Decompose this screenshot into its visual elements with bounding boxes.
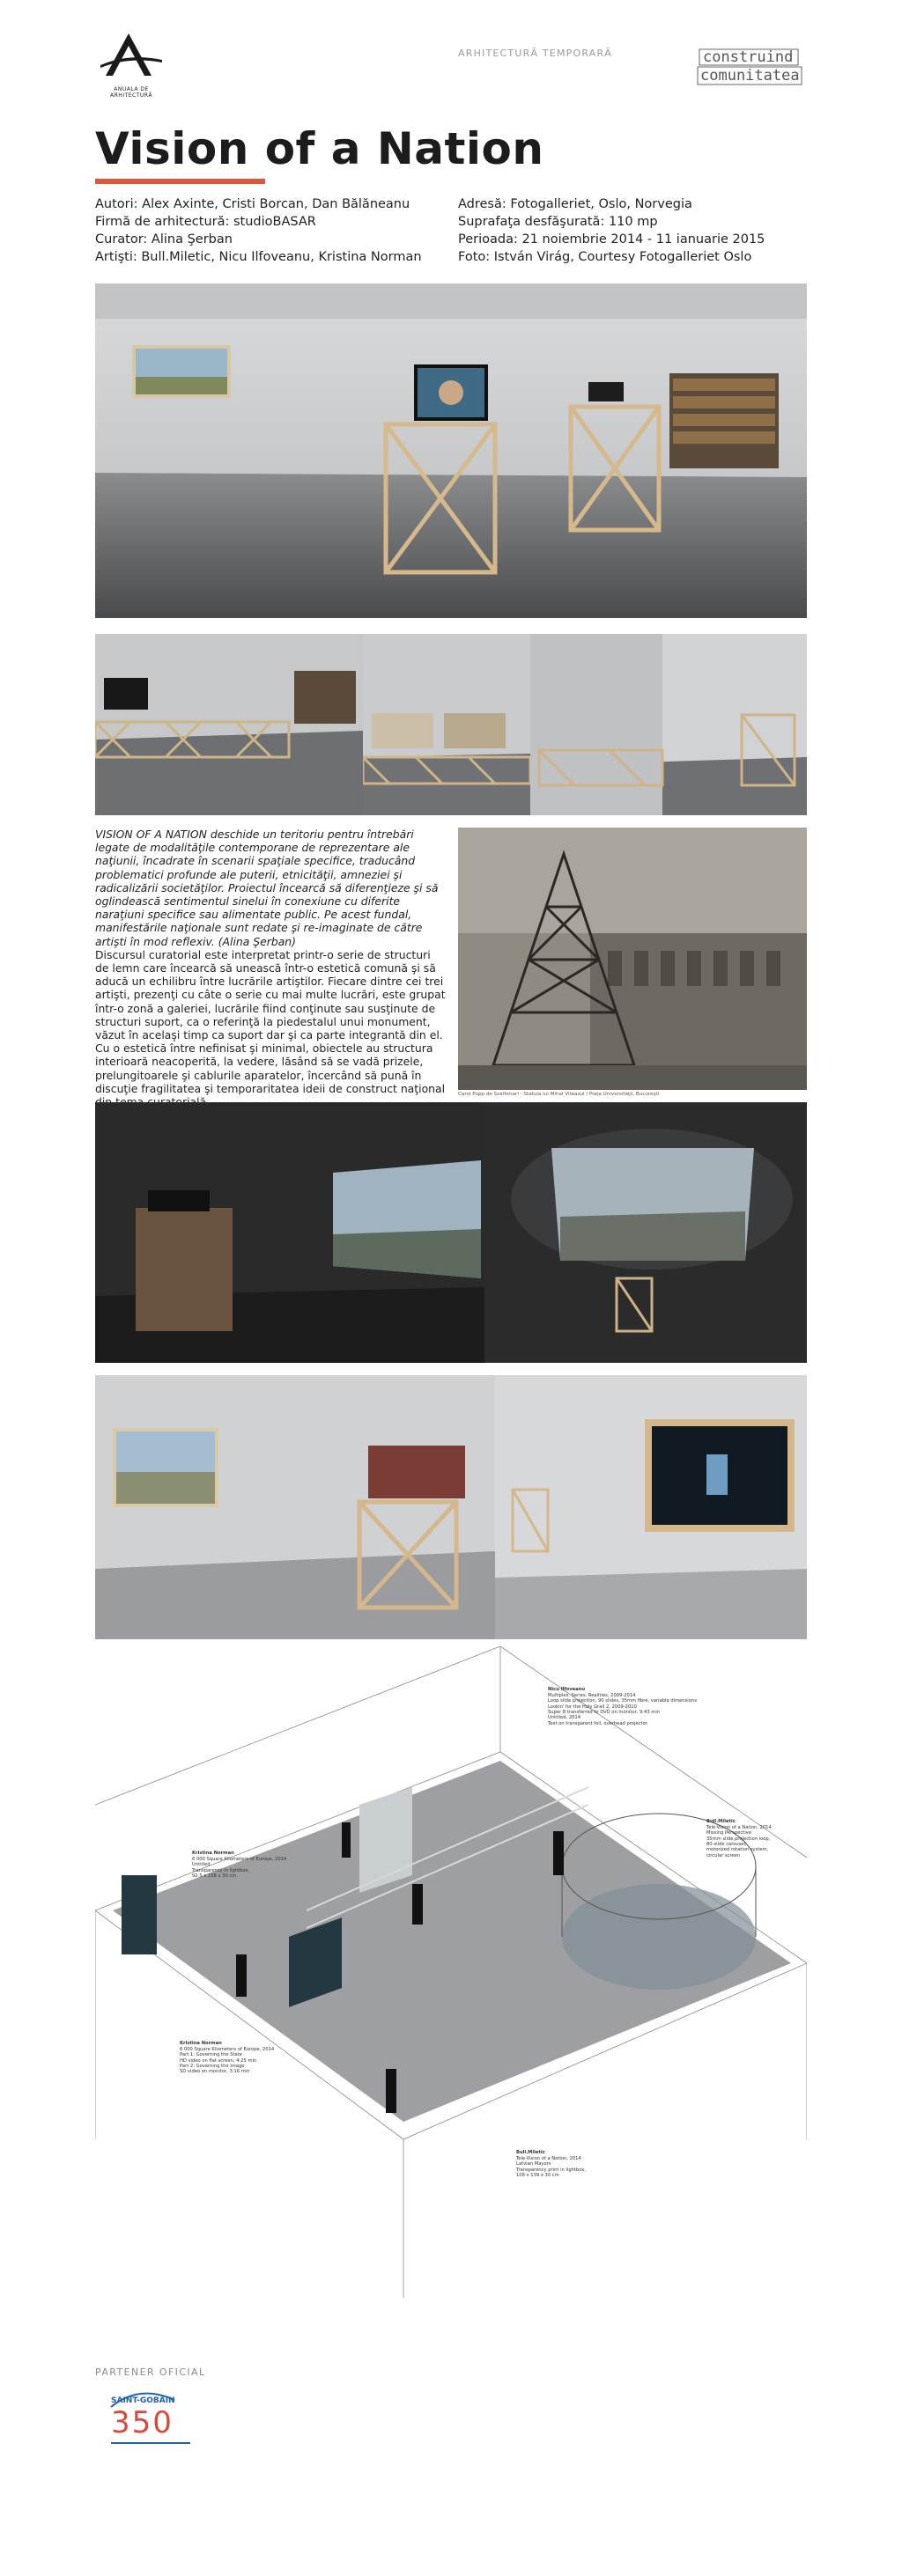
construind-comunitatea-logo	[696, 44, 807, 90]
photo-projection-right	[484, 1102, 807, 1363]
photo-archive-monument	[458, 828, 807, 1090]
archive-caption: Carol Popp de Szathmari - Statuia lui Mihai Viteazul / Piaţa Universităţii, Bucureşti	[458, 1092, 660, 1097]
photo-lightbox-right	[495, 1375, 807, 1639]
page-title: Vision of a Nation	[95, 123, 544, 174]
plan-note-nicu: Nicu Ilfoveanu Multiples. Series. Realities, 2009-2014 Loop slide projection, 90 slides, 35mm fibre, variable dimensions Lookin' for the Holy Grail 2, 2009-2010 Super 8 transferred to DVD on monitor, 9:43 min Untitled, 2014 Text on transparent foil, overhead projector	[548, 1687, 697, 1726]
credit-authors: Autori: Alex Axinte, Cristi Borcan, Dan Bălăneanu	[95, 197, 410, 211]
project-description	[95, 828, 447, 1108]
title-underline	[95, 179, 265, 184]
sponsor-underline	[111, 2442, 190, 2444]
credit-artists: Artişti: Bull.Miletic, Nicu Ilfoveanu, Kristina Norman	[95, 250, 422, 264]
sponsor-name: SAINT-GOBAIN	[111, 2396, 175, 2405]
logo-line1: construind	[703, 48, 794, 66]
plan-note-kristina-top: Kristina Norman 6 000 Square Kilometers of Europe, 2014 Untitled Transparency in lightbox, 92.5 x 158 x 30 cm	[192, 1851, 287, 1880]
logo-line2: comunitatea	[700, 67, 800, 85]
sponsor-number: 350	[111, 2405, 174, 2440]
partner-label: PARTENER OFICIAL	[95, 2366, 206, 2378]
annual-logo-text: ANUALA DE ARHITECTURĂ	[109, 86, 153, 99]
plan-note-bull-bottom: Bull.Miletic Tele-Vision of a Nation, 2014 Latvian Mayors Transparency print in lightbox, 108 x 139 x 30 cm	[516, 2150, 586, 2179]
photo-row-left	[95, 634, 363, 815]
credit-firm: Firmă de arhitectură: studioBASAR	[95, 215, 316, 229]
section-label: ARHITECTURĂ TEMPORARĂ	[458, 48, 613, 59]
photo-gallery-wide	[95, 283, 807, 618]
plan-note-kristina-bottom: Kristina Norman 6 000 Square Kilometers of Europe, 2014 Part 1: Governing the State HD video on flat screen, 4:25 min Part 2: Governing the Image SD video on monitor, 3:16 min	[180, 2041, 275, 2075]
credits-left	[95, 195, 422, 266]
credit-photo: Foto: István Virág, Courtesy Fotogalleriet Oslo	[458, 250, 752, 264]
annual-logo-icon	[93, 30, 169, 81]
credit-address: Adresă: Fotogalleriet, Oslo, Norvegia	[458, 197, 692, 211]
annual-logo	[93, 30, 169, 99]
credits-right	[458, 195, 765, 266]
credit-period: Perioada: 21 noiembrie 2014 - 11 ianuarie 2015	[458, 232, 765, 247]
photo-row-middle	[363, 634, 530, 815]
plan-note-bull-right: Bull.Miletic Tele-Vision of a Nation, 2014 Missing Perspective 35mm slide projection loop, 80-slide carousel, motorized rotation system, circular screen	[706, 1819, 772, 1858]
description-lead: VISION OF A NATION deschide un teritoriu pentru întrebări legate de modalităţile contemporane de reprezentare ale naţiunii, încadrate în scenarii spaţiale specifice, traducând problematici profunde ale puterii, etnicităţii, amneziei şi radicalizării societăţilor. Proiectul încearcă să diferenţieze şi să oglindească sentimentul sinelui în conexiune cu diferite naraţiuni specifice sau alimentate public. Pe acest fundal, manifestările naţionale sunt redate şi re-imaginate de către artişti în mod reflexiv. (Alina Şerban)	[95, 828, 439, 948]
credit-curator: Curator: Alina Şerban	[95, 232, 233, 247]
credit-area: Suprafaţa desfăşurată: 110 mp	[458, 215, 658, 229]
saint-gobain-logo	[95, 2384, 201, 2455]
description-body: Discursul curatorial este interpretat printr-o serie de structuri de lemn care încearcă să unească într-o estetică comună şi să aducă un echilibru între lucrările artiştilor. Fiecare dintre cei trei artişti, prezenţi cu câte o serie cu mai multe lucrări, este grupat într-o zonă a galeriei, lucrările fiind conţinute sau susţinute de structuri suport, ca o referinţă la piedestalul unui monument, văzut în acelaşi timp ca suport dar şi ca parte integrantă din el. Cu o estetică între nefinisat şi minimal, obiectele au structura interioară neacoperită, la vedere, lăsând să se vadă prizele, prelungitoarele şi cablurile aparatelor, încercând să pună în discuţie fragilitatea şi temporaritatea ideii de construct naţional	[95, 947, 446, 1095]
axonometric-plan	[95, 1646, 807, 2333]
photo-lightbox-left	[95, 1375, 495, 1639]
photo-row-right	[530, 634, 807, 815]
photo-projection-left	[95, 1102, 484, 1363]
